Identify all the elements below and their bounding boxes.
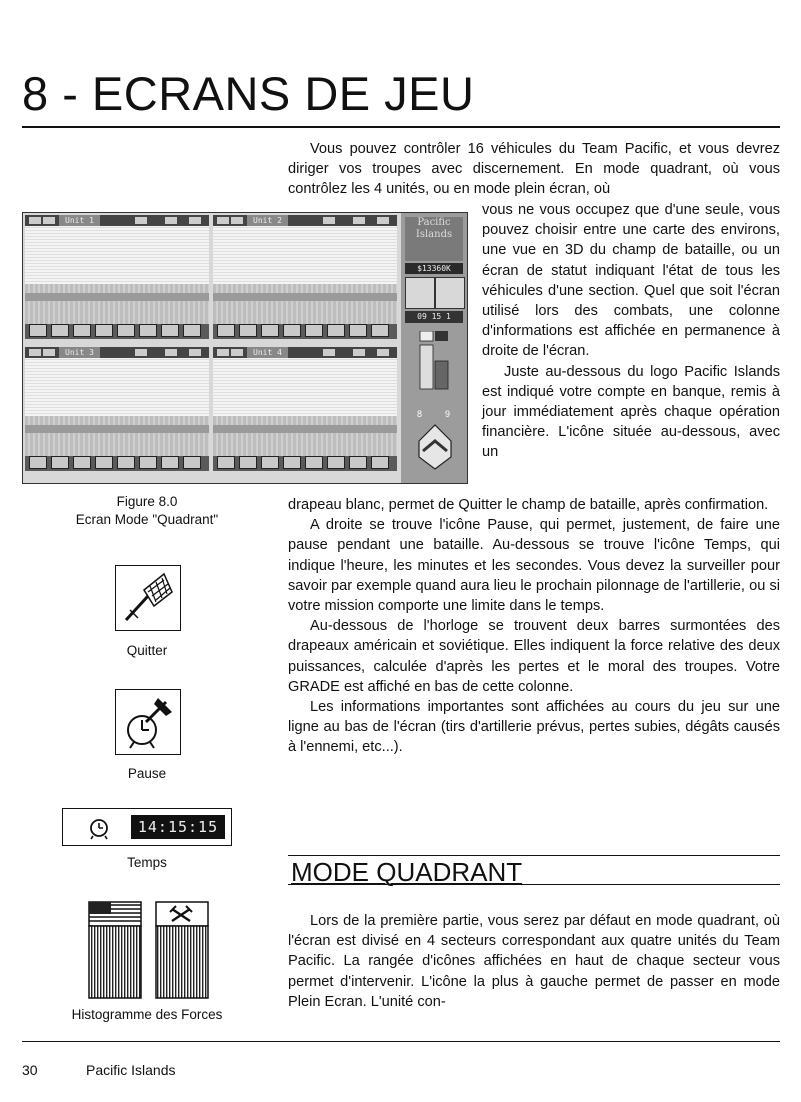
quadrant-unit-4 [213,347,397,471]
quadrant-unit-3 [25,347,209,471]
histogram-caption: Histogramme des Forces [71,1007,223,1022]
unit-1-label: Unit 1 [59,215,100,226]
force-histogram-icon [88,901,210,1001]
unit-2-label: Unit 2 [247,215,288,226]
section-paragraph: Lors de la première partie, vous serez par défaut en mode quadrant, où l'écran est divisé en 4 secteurs correspondant aux quatre unités du Team Pacific. La rangée d'icônes affichées en haut de chaque secteur vous permet d'intervenir. L'icône la plus à gauche permet de passer en mode Plein Ecran. L'unité con- [288,913,780,1010]
quit-mini-icon [435,277,465,309]
grade-right-number: 9 [445,409,451,419]
unit-4-label: Unit 4 [247,347,288,358]
quadrant-screenshot [22,212,468,484]
grade-insignia [415,413,455,471]
quit-caption: Quitter [126,643,168,658]
grade-left-number: 8 [417,409,423,419]
bank-readout: $13360K [405,263,463,274]
main-text [288,495,780,758]
info-column [401,213,467,483]
right-column-text [482,200,780,463]
right-column-p1: vous ne vous occupez que d'une seule, vous pouvez choisir entre une carte des environs, une vue en 3D du champ de bataille, ou un écran de statut indiquant l'état de tous les véhicules d'une section. Quel que soit l'écran utilisé lors des combats, une colonne d'informations est affichée en permanence à droite de l'écran. [482,202,780,360]
unit-3-label: Unit 3 [59,347,100,358]
section-text [288,911,780,1012]
quadrant-unit-1 [25,215,209,339]
section-rule-bottom [288,884,780,885]
map-mini-icon [405,277,435,309]
pause-caption: Pause [127,766,167,781]
intro-paragraph [288,139,780,200]
main-text-p3: Au-dessous de l'horloge se trouvent deux barres surmontées des drapeaux américain et soviétique. Elles indiquent la force relative des deux puissances, calculée d'après les pertes et le moral des troupes. Votre GRADE est affiché en bas de cette colonne. [288,618,780,695]
section-rule-top [288,855,780,856]
title-rule [22,126,780,128]
footer-rule [22,1041,780,1042]
main-text-p1: drapeau blanc, permet de Quitter le champ de bataille, après confirmation. [288,497,769,513]
time-icon [62,808,232,846]
section-title: MODE QUADRANT [291,857,523,887]
main-text-p2: A droite se trouve l'icône Pause, qui permet, justement, de faire une pause pendant une bataille. Au-dessous se trouve l'icône Temps, qui indique l'heure, les minutes et les secondes. Vous devez la surveiller pour savoir par exemple quand aura lieu le prochain pilonnage de l'artillerie, ou si votre mission comporte une limite dans le temps. [288,517,780,615]
pause-icon [115,689,181,755]
time-digits: 14:15:15 [131,815,225,839]
game-logo: Pacific Islands [405,217,463,261]
clock-icon [85,811,115,845]
footer-book-title: Pacific Islands [86,1062,176,1078]
figure-caption [22,493,272,529]
page-title: 8 - ECRANS DE JEU [22,67,475,120]
right-column-p2: Juste au-dessous du logo Pacific Islands est indiqué votre compte en banque, remis à jour immédiatement après chaque opération financière. L'icône située au-dessous, avec un [482,363,780,461]
main-text-p4: Les informations importantes sont affichées au cours du jeu sur une ligne au bas de l'écran (tirs d'artillerie prévus, pertes subies, dégâts causés à l'ennemi, etc...). [288,699,780,756]
page-number: 30 [22,1062,38,1078]
force-bars-mini [419,331,449,391]
figure-caption-title: Ecran Mode "Quadrant" [75,512,219,527]
clock-readout: 09 15 1 [405,311,463,323]
quit-icon [115,565,181,631]
time-caption: Temps [127,855,167,870]
figure-caption-number: Figure 8.0 [116,494,178,509]
intro-text: Vous pouvez contrôler 16 véhicules du Team Pacific, et vous devrez diriger vos troupes avec discernement. En mode quadrant, où vous contrôlez les 4 unités, ou en mode plein écran, où [288,141,780,198]
quadrant-unit-2 [213,215,397,339]
